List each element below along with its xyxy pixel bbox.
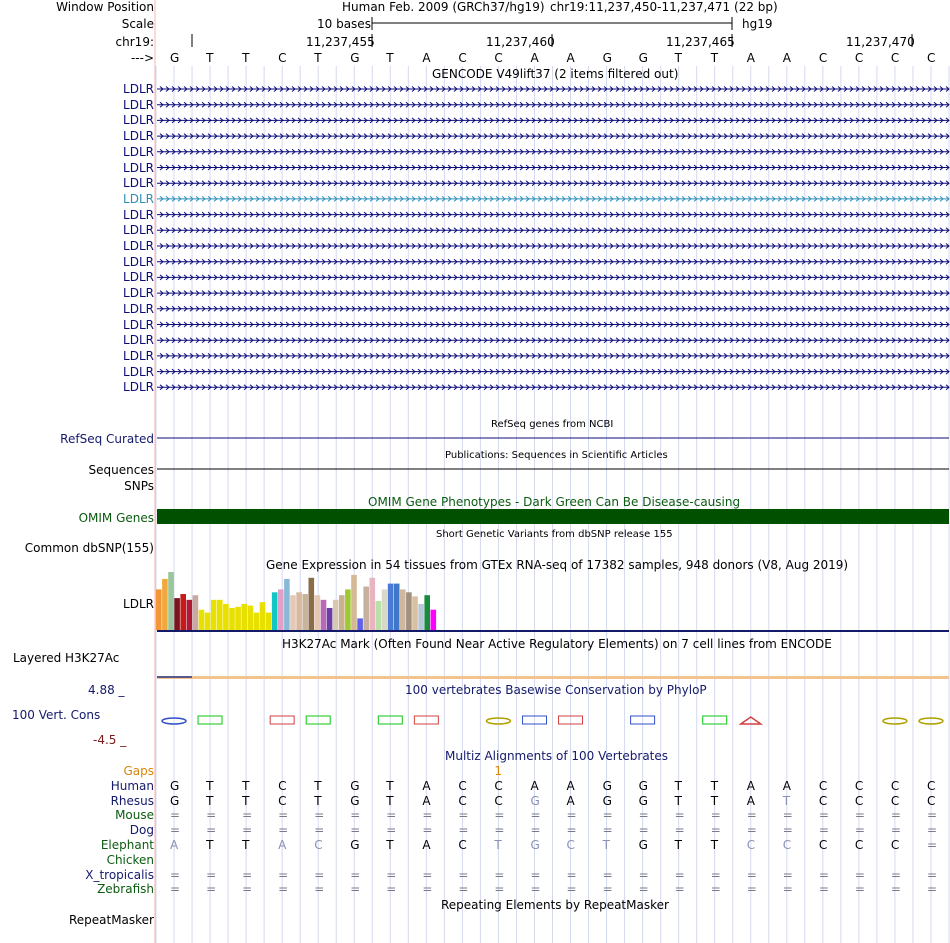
aligned-base: =	[494, 823, 505, 838]
aligned-base: =	[890, 867, 901, 882]
aligned-base: =	[422, 808, 433, 823]
aligned-base: C	[890, 793, 900, 808]
gtex-bar[interactable]	[241, 604, 247, 630]
aligned-base: =	[890, 808, 901, 823]
aligned-base: T	[386, 793, 394, 808]
aligned-base: =	[494, 867, 505, 882]
aligned-base: =	[350, 808, 361, 823]
aligned-base: T	[674, 778, 682, 793]
multiz-species-label[interactable]: Dog	[129, 823, 154, 838]
aligned-base: =	[566, 808, 577, 823]
aligned-base: =	[386, 867, 397, 882]
h3k27ac-track-label[interactable]: Layered H3K27Ac	[13, 651, 120, 665]
base-letter: T	[710, 51, 719, 65]
aligned-base: =	[422, 867, 433, 882]
gtex-bar[interactable]	[296, 592, 302, 630]
gtex-bar[interactable]	[363, 587, 369, 631]
gtex-bar[interactable]	[174, 598, 180, 630]
aligned-base: A	[782, 778, 791, 793]
aligned-base: C	[458, 838, 467, 852]
aligned-base: T	[710, 793, 719, 808]
snps-group-label[interactable]: SNPs	[124, 479, 154, 493]
aligned-base: G	[170, 793, 180, 808]
gtex-track-label[interactable]: LDLR	[123, 597, 154, 611]
gtex-track-title[interactable]: Gene Expression in 54 tissues from GTEx RNA-seq of 17382 samples, 948 donors (V8, Aug 2019)	[266, 558, 849, 572]
aligned-base: T	[206, 778, 214, 793]
gencode-transcript-label[interactable]: LDLR	[123, 207, 154, 222]
aligned-base: =	[278, 882, 289, 897]
base-letter: A	[530, 51, 539, 65]
scale-bar	[372, 17, 732, 30]
aligned-base: T	[386, 778, 394, 793]
base-letter: G	[602, 51, 612, 65]
aligned-base: T	[494, 838, 502, 852]
aligned-base: =	[170, 808, 181, 823]
base-letter: T	[314, 51, 322, 65]
scale-text: 10 bases	[317, 17, 371, 31]
aligned-base: =	[782, 867, 793, 882]
gtex-bar[interactable]	[327, 608, 333, 630]
scale-label: Scale	[121, 17, 154, 31]
aligned-base: =	[530, 867, 541, 882]
gtex-bar[interactable]	[302, 594, 308, 630]
aligned-base: =	[350, 823, 361, 838]
aligned-base: T	[206, 838, 214, 852]
aligned-base: =	[854, 808, 865, 823]
aligned-base: =	[602, 823, 613, 838]
gtex-bar[interactable]	[412, 596, 418, 630]
gtex-bar[interactable]	[339, 595, 345, 630]
repeatmasker-track-title[interactable]: Repeating Elements by RepeatMasker	[441, 898, 669, 912]
gtex-bar[interactable]	[394, 584, 400, 630]
aligned-base: =	[710, 867, 721, 882]
aligned-base: C	[890, 778, 900, 793]
gtex-bar[interactable]	[370, 578, 376, 630]
multiz-species-label[interactable]: Mouse	[115, 808, 154, 823]
refseq-track-label[interactable]: RefSeq Curated	[60, 432, 154, 446]
aligned-base: =	[458, 882, 469, 897]
aligned-base: A	[530, 778, 539, 793]
aligned-base: =	[638, 823, 649, 838]
aligned-base: A	[422, 793, 431, 808]
base-letter: A	[566, 51, 575, 65]
aligned-base: =	[710, 882, 721, 897]
aligned-base: T	[602, 838, 610, 852]
phylop-track-title[interactable]: 100 vertebrates Basewise Conservation by PhyloP	[405, 683, 707, 697]
aligned-base: =	[854, 823, 865, 838]
base-letter: T	[242, 51, 250, 65]
aligned-base: =	[170, 823, 181, 838]
gtex-bar[interactable]	[266, 613, 272, 630]
tick-label: 11,237,455	[306, 35, 375, 49]
gtex-bar[interactable]	[217, 600, 223, 630]
aligned-base: G	[350, 793, 360, 808]
aligned-base: G	[530, 838, 540, 852]
aligned-base: =	[782, 823, 793, 838]
gtex-bar[interactable]	[388, 584, 394, 630]
gencode-transcript-label[interactable]: LDLR	[123, 82, 154, 96]
gtex-bar[interactable]	[357, 618, 363, 630]
gtex-bar[interactable]	[284, 579, 290, 630]
window-position-label: Window Position	[56, 0, 154, 14]
omim-gene-bar[interactable]	[157, 509, 949, 524]
aligned-base: =	[350, 882, 361, 897]
aligned-base: =	[602, 808, 613, 823]
gencode-transcript-label[interactable]: LDLR	[123, 286, 154, 301]
aligned-base: =	[458, 867, 469, 882]
gencode-transcript-label[interactable]: LDLR	[123, 97, 154, 112]
aligned-base: =	[242, 808, 253, 823]
gtex-bar[interactable]	[345, 589, 351, 630]
sequences-track-title[interactable]: Publications: Sequences in Scientific Articles	[445, 450, 668, 461]
gtex-bar[interactable]	[315, 595, 321, 630]
tick-label: 11,237,460	[486, 35, 555, 49]
base-letter: C	[818, 51, 828, 65]
base-letter: C	[458, 51, 467, 65]
phylop-max-label: 4.88 _	[88, 683, 125, 697]
repeatmasker-track-label[interactable]: RepeatMasker	[68, 913, 154, 927]
aligned-base: G	[170, 778, 180, 793]
multiz-species-label[interactable]: Human	[110, 778, 154, 793]
aligned-base: C	[314, 838, 323, 852]
h3k27ac-signal[interactable]	[157, 676, 192, 678]
aligned-base: =	[746, 882, 757, 897]
phylop-min-label: -4.5 _	[93, 733, 127, 747]
base-letter: T	[674, 51, 682, 65]
aligned-base: =	[278, 823, 289, 838]
base-letter: A	[422, 51, 431, 65]
base-letter: G	[638, 51, 648, 65]
gencode-transcript-label[interactable]: LDLR	[123, 113, 154, 128]
aligned-base: =	[674, 808, 685, 823]
aligned-base: =	[926, 882, 938, 897]
gtex-bar[interactable]	[248, 606, 254, 630]
aligned-base: =	[530, 823, 541, 838]
aligned-base: =	[530, 882, 541, 897]
aligned-base: =	[782, 882, 793, 897]
gencode-transcript-label[interactable]: LDLR	[123, 223, 154, 238]
aligned-base: =	[926, 823, 938, 838]
gtex-bar[interactable]	[199, 610, 205, 630]
multiz-track-title[interactable]: Multiz Alignments of 100 Vertebrates	[445, 749, 669, 763]
gencode-transcript-label[interactable]: LDLR	[123, 270, 154, 285]
aligned-base: =	[926, 808, 938, 823]
aligned-base: C	[458, 793, 467, 808]
gtex-bar[interactable]	[321, 600, 327, 630]
aligned-base: T	[710, 778, 719, 793]
base-letter: G	[170, 51, 180, 65]
aligned-base: C	[494, 793, 503, 808]
aligned-base: C	[926, 778, 936, 793]
aligned-base: =	[386, 823, 397, 838]
aligned-base: =	[242, 882, 253, 897]
aligned-base: G	[530, 793, 540, 808]
aligned-base: =	[782, 808, 793, 823]
aligned-base: =	[170, 867, 181, 882]
gtex-bar[interactable]	[260, 602, 266, 630]
aligned-base: C	[566, 838, 575, 852]
aligned-base: =	[674, 867, 685, 882]
aligned-base: =	[926, 867, 938, 882]
gencode-transcript-label[interactable]: LDLR	[123, 176, 154, 191]
aligned-base: 1	[494, 764, 503, 778]
gencode-transcript-label[interactable]: LDLR	[123, 254, 154, 269]
gtex-bar[interactable]	[382, 589, 388, 630]
aligned-base: =	[170, 882, 181, 897]
multiz-species-label[interactable]: X_tropicalis	[85, 867, 154, 882]
aligned-base: =	[566, 823, 577, 838]
dbsnp-track-title[interactable]: Short Genetic Variants from dbSNP release 155	[436, 529, 673, 540]
gencode-transcript-label[interactable]: LDLR	[123, 333, 154, 348]
aligned-base: =	[818, 882, 829, 897]
aligned-base: A	[422, 778, 431, 793]
aligned-base: =	[854, 882, 865, 897]
aligned-base: =	[350, 867, 361, 882]
base-letter: G	[350, 51, 360, 65]
aligned-base: =	[602, 882, 613, 897]
aligned-base: C	[818, 838, 828, 852]
aligned-base: G	[638, 838, 648, 852]
multiz-species-label[interactable]: Rhesus	[110, 793, 154, 808]
phylop-track-label[interactable]: 100 Vert. Cons	[12, 708, 101, 722]
gtex-bar[interactable]	[424, 595, 430, 630]
aligned-base: =	[422, 823, 433, 838]
gencode-transcript-label[interactable]: LDLR	[123, 144, 154, 159]
aligned-base: =	[674, 882, 685, 897]
base-letter: T	[386, 51, 394, 65]
multiz-species-label[interactable]: Elephant	[100, 838, 154, 852]
aligned-base: T	[242, 838, 250, 852]
gtex-bar[interactable]	[168, 572, 174, 630]
aligned-base: =	[566, 867, 577, 882]
gtex-bar[interactable]	[162, 579, 168, 630]
aligned-base: =	[710, 823, 721, 838]
aligned-base: T	[674, 838, 682, 852]
h3k27ac-track-title[interactable]: H3K27Ac Mark (Often Found Near Active Regulatory Elements) on 7 cell lines from ENCODE	[282, 637, 832, 651]
gtex-bar-chart[interactable]	[156, 572, 436, 630]
aligned-base: T	[386, 838, 394, 852]
multiz-species-label[interactable]: Zebrafish	[97, 882, 154, 897]
aligned-base: C	[818, 778, 828, 793]
assembly-title: Human Feb. 2009 (GRCh37/hg19)	[342, 0, 545, 14]
gtex-bar[interactable]	[272, 592, 278, 630]
aligned-base: =	[818, 823, 829, 838]
strand-arrow-label: --->	[130, 51, 154, 65]
aligned-base: =	[926, 838, 938, 852]
multiz-species-label[interactable]: Chicken	[106, 852, 154, 867]
omim-track-label[interactable]: OMIM Genes	[78, 511, 154, 525]
gtex-bar[interactable]	[205, 613, 211, 630]
aligned-base: =	[386, 882, 397, 897]
base-letter: A	[782, 51, 791, 65]
aligned-base: =	[206, 882, 217, 897]
aligned-base: C	[782, 838, 792, 852]
base-letter: C	[926, 51, 936, 65]
aligned-base: =	[746, 867, 757, 882]
aligned-base: T	[674, 793, 682, 808]
gencode-transcript-label[interactable]: LDLR	[123, 129, 154, 144]
aligned-base: =	[494, 882, 505, 897]
aligned-base: =	[278, 808, 289, 823]
gencode-transcript-label[interactable]: LDLR	[123, 364, 154, 379]
aligned-base: =	[458, 823, 469, 838]
gencode-transcript-label[interactable]: LDLR	[123, 160, 154, 175]
gtex-bar[interactable]	[180, 594, 186, 630]
aligned-base: G	[638, 778, 648, 793]
aligned-base: =	[746, 823, 757, 838]
sequences-track-label[interactable]: Sequences	[88, 463, 154, 477]
gtex-bar[interactable]	[333, 600, 339, 630]
aligned-base: =	[854, 867, 865, 882]
gtex-bar[interactable]	[431, 610, 437, 630]
aligned-base: A	[422, 838, 431, 852]
gtex-bar[interactable]	[235, 607, 241, 630]
aligned-base: =	[602, 867, 613, 882]
aligned-base: =	[746, 808, 757, 823]
gtex-bar[interactable]	[376, 601, 382, 630]
gencode-transcript-label[interactable]: LDLR	[123, 317, 154, 332]
aligned-base: =	[638, 882, 649, 897]
base-letter: A	[746, 51, 755, 65]
gtex-bar[interactable]	[187, 600, 193, 630]
aligned-base: G	[350, 838, 360, 852]
aligned-base: =	[314, 823, 325, 838]
db-label: hg19	[742, 17, 773, 31]
aligned-base: C	[278, 778, 287, 793]
omim-track-title[interactable]: OMIM Gene Phenotypes - Dark Green Can Be Disease-causing	[368, 495, 741, 509]
aligned-base: C	[854, 778, 864, 793]
aligned-base: =	[314, 882, 325, 897]
aligned-base: T	[206, 793, 214, 808]
aligned-base: C	[854, 838, 864, 852]
base-letter: C	[854, 51, 864, 65]
refseq-track-title[interactable]: RefSeq genes from NCBI	[491, 419, 614, 430]
gencode-transcript-label[interactable]: LDLR	[123, 301, 154, 316]
aligned-base: =	[278, 867, 289, 882]
gtex-bar[interactable]	[418, 604, 424, 630]
aligned-base: =	[530, 808, 541, 823]
aligned-base: T	[242, 778, 250, 793]
gtex-bar[interactable]	[223, 604, 229, 630]
aligned-base: A	[746, 778, 755, 793]
aligned-base: =	[710, 808, 721, 823]
gtex-bar[interactable]	[156, 589, 162, 630]
gtex-bar[interactable]	[290, 595, 296, 630]
tick-label: 11,237,465	[666, 35, 735, 49]
aligned-base: =	[314, 867, 325, 882]
gencode-transcript-label[interactable]: LDLR	[123, 191, 154, 206]
aligned-base: =	[458, 808, 469, 823]
aligned-base: A	[170, 838, 179, 852]
h3k27ac-signal[interactable]	[157, 676, 949, 679]
aligned-base: G	[638, 793, 648, 808]
gtex-bar[interactable]	[278, 589, 284, 630]
aligned-base: =	[638, 808, 649, 823]
aligned-base: T	[782, 793, 791, 808]
gtex-bar[interactable]	[406, 592, 412, 630]
aligned-base: G	[602, 793, 612, 808]
aligned-base: C	[458, 778, 467, 793]
aligned-base: =	[890, 882, 901, 897]
aligned-base: T	[314, 793, 322, 808]
aligned-base: C	[890, 838, 900, 852]
aligned-base: C	[746, 838, 756, 852]
aligned-base: =	[494, 808, 505, 823]
tick-label: 11,237,470	[846, 35, 915, 49]
aligned-base: G	[602, 778, 612, 793]
gencode-transcript-label[interactable]: LDLR	[123, 380, 154, 395]
aligned-base: =	[566, 882, 577, 897]
aligned-base: C	[494, 778, 503, 793]
aligned-base: G	[350, 778, 360, 793]
gtex-bar[interactable]	[400, 589, 406, 630]
aligned-base: =	[206, 808, 217, 823]
position-readout: chr19:11,237,450-11,237,471 (22 bp)	[550, 0, 778, 14]
aligned-base: =	[242, 867, 253, 882]
gtex-bar[interactable]	[309, 578, 315, 630]
gencode-track-title[interactable]: GENCODE V49lift37 (2 items filtered out)	[432, 67, 679, 81]
aligned-base: T	[242, 793, 250, 808]
aligned-base: A	[746, 793, 755, 808]
base-letter: C	[494, 51, 503, 65]
aligned-base: =	[314, 808, 325, 823]
aligned-base: A	[566, 778, 575, 793]
aligned-base: C	[278, 793, 287, 808]
aligned-base: A	[278, 838, 287, 852]
base-letter: C	[890, 51, 900, 65]
aligned-base: T	[710, 838, 719, 852]
aligned-base: =	[818, 808, 829, 823]
base-letter: T	[206, 51, 214, 65]
aligned-base: =	[386, 808, 397, 823]
aligned-base: =	[206, 823, 217, 838]
gtex-bar[interactable]	[211, 600, 217, 630]
base-letter: C	[278, 51, 287, 65]
chrom-label: chr19:	[115, 35, 154, 49]
aligned-base: C	[818, 793, 828, 808]
aligned-base: =	[242, 823, 253, 838]
gencode-transcript-label[interactable]: LDLR	[123, 239, 154, 253]
aligned-base: T	[314, 778, 322, 793]
dbsnp-track-label[interactable]: Common dbSNP(155)	[24, 541, 154, 555]
aligned-base: C	[854, 793, 864, 808]
gencode-transcript-label[interactable]: LDLR	[123, 348, 154, 363]
aligned-base: =	[818, 867, 829, 882]
aligned-base: =	[638, 867, 649, 882]
gtex-bar[interactable]	[351, 575, 357, 630]
aligned-base: =	[890, 823, 901, 838]
multiz-species-label[interactable]: Gaps	[123, 764, 154, 778]
gtex-bar[interactable]	[229, 608, 235, 630]
aligned-base: C	[926, 793, 936, 808]
aligned-base: A	[566, 793, 575, 808]
aligned-base: =	[422, 882, 433, 897]
aligned-base: =	[674, 823, 685, 838]
gtex-bar[interactable]	[254, 613, 260, 630]
gtex-bar[interactable]	[193, 595, 199, 630]
aligned-base: =	[206, 867, 217, 882]
